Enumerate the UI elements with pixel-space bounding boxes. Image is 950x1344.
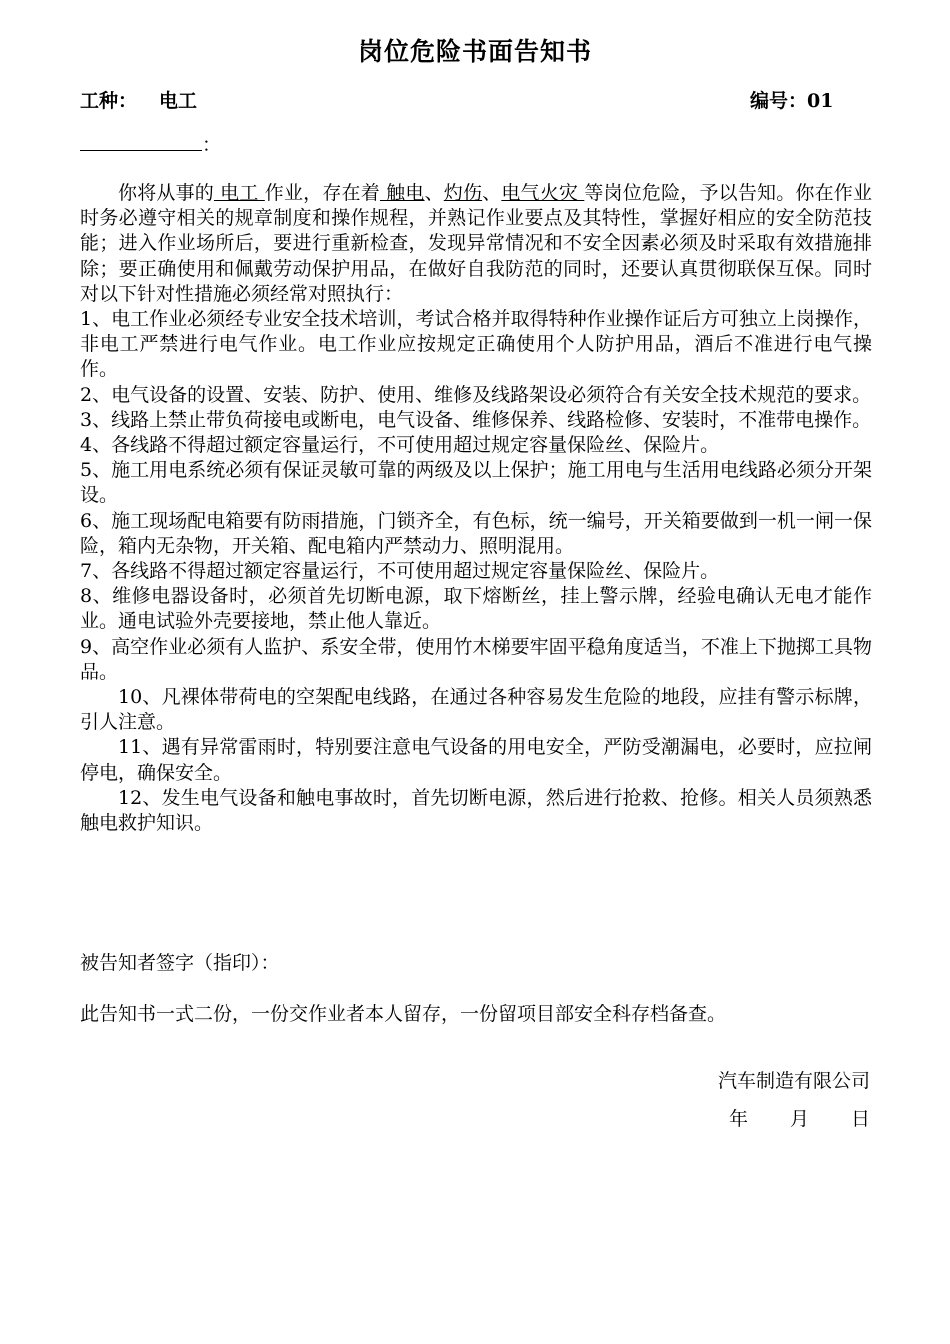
measure-item-indented: 11、遇有异常雷雨时，特别要注意电气设备的用电安全，严防受潮漏电，必要时，应拉闸停电，确保安全。 <box>80 736 872 784</box>
intro-sep-2: 、 <box>482 182 502 204</box>
job-type-value: 电工 <box>159 90 198 112</box>
signature-label: 被告知者签字（指印）： <box>80 952 280 974</box>
date-line <box>729 1104 870 1131</box>
copies-note: 此告知书一式二份，一份交作业者本人留存，一份留项目部安全科存档备查。 <box>80 1003 727 1025</box>
addressee-blank <box>80 134 202 151</box>
company-name: 汽车制造有限公司 <box>717 1070 870 1092</box>
addressee-colon: ： <box>202 134 222 156</box>
hazard-burn: 灼伤 <box>443 182 483 204</box>
date-month: 月 <box>789 1108 809 1130</box>
measure-item: 1、电工作业必须经专业安全技术培训，考试合格并取得特种作业操作证后方可独立上岗操作，非电工严禁进行电气作业。电工作业应按规定正确使用个人防护用品，酒后不准进行电气操作。 <box>80 308 872 381</box>
hazard-electric-shock: 触电 <box>379 182 425 204</box>
document-number: 编号：01 <box>750 90 834 112</box>
intro-text-1: 你将从事的 <box>118 182 214 204</box>
measure-item: 5、施工用电系统必须有保证灵敏可靠的两级及以上保护；施工用电与生活用电线路必须分开架设。 <box>80 459 872 507</box>
measure-item: 8、维修电器设备时，必须首先切断电源，取下熔断丝，挂上警示牌，经验电确认无电才能作业。通电试验外壳要接地，禁止他人靠近。 <box>80 585 872 633</box>
measure-item-indented: 12、发生电气设备和触电事故时，首先切断电源，然后进行抢救、抢修。相关人员须熟悉触电救护知识。 <box>80 786 872 835</box>
document-title: 岗位危险书面告知书 <box>357 37 592 66</box>
measure-item: 2、电气设备的设置、安装、防护、使用、维修及线路架设必须符合有关安全技术规范的要求。 <box>80 383 872 406</box>
measure-item: 3、线路上禁止带负荷接电或断电，电气设备、维修保养、线路检修、安装时，不准带电操作。 <box>80 408 872 431</box>
intro-text-3: 等岗位危险，予以告知。你在作业时务必遵守相关的规章制度和操作规程，并熟记作业要点及其特性，掌握好相应的安全防范技能；进入作业场所后，要进行重新检查，发现异常情况和不安全因素必须及时采取有效措施排除；要正确使用和佩戴劳动保护用品，在做好自我防范的同时，还要认真贯彻联保互保。同时对以下针对性措施必须经常对照执行： <box>80 182 872 305</box>
job-type-label: 工种： <box>80 90 138 112</box>
hazard-electrical-fire: 电气火灾 <box>501 182 585 204</box>
date-year: 年 <box>728 1108 748 1130</box>
intro-job: 电工 <box>213 182 265 204</box>
addressee-line <box>80 130 221 157</box>
measure-item: 9、高空作业必须有人监护、系安全带，使用竹木梯要牢固平稳角度适当，不准上下抛掷工具物品。 <box>80 635 872 683</box>
intro-text-2: 作业，存在着 <box>264 182 380 204</box>
notice-body <box>80 181 872 836</box>
measure-item: 7、各线路不得超过额定容量运行，不可使用超过规定容量保险丝、保险片。 <box>80 560 720 583</box>
measure-item: 4、各线路不得超过额定容量运行，不可使用超过规定容量保险丝、保险片。 <box>80 434 720 457</box>
job-type <box>80 86 197 113</box>
intro-sep-1: 、 <box>424 182 444 204</box>
date-day: 日 <box>850 1108 870 1130</box>
measure-item-indented: 10、凡裸体带荷电的空架配电线路，在通过各种容易发生危险的地段，应挂有警示标牌，引人注意。 <box>80 686 872 734</box>
intro-paragraph <box>80 181 872 307</box>
measure-item: 6、施工现场配电箱要有防雨措施，门锁齐全，有色标，统一编号，开关箱要做到一机一闸一保险，箱内无杂物，开关箱、配电箱内严禁动力、照明混用。 <box>80 509 872 557</box>
